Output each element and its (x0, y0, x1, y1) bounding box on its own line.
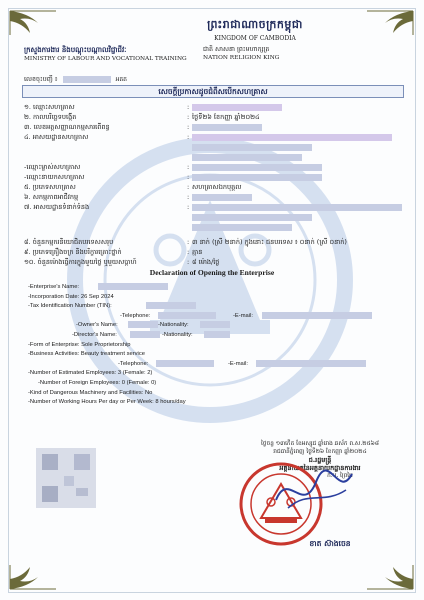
field-row (24, 247, 404, 257)
redacted-value (192, 122, 262, 132)
form-of-enterprise: -Form of Enterprise: Sole Proprietorship (28, 341, 131, 348)
telephone-label: -Telephone: (118, 360, 149, 367)
registration-number-line (24, 75, 127, 85)
motto-en: NATION RELIGION KING (203, 55, 280, 61)
redacted-registration-number (63, 76, 111, 83)
kingdom-title-km: ព្រះរាជាណាចក្រកម្ពុជា (207, 18, 303, 31)
redacted-value (192, 132, 392, 142)
field-row (24, 172, 404, 182)
field-row (28, 321, 408, 331)
field-label: ១០. ចំនួនម៉ោងធ្វើការក្នុងមួយថ្ងៃ ឬមួយសប្តាហ៍ (24, 258, 137, 266)
field-label: ៤. អាសយដ្ឋានសហគ្រាស (24, 133, 89, 141)
registration-suffix: អគត (115, 76, 127, 83)
khmer-fields (24, 102, 404, 232)
working-hours: -Number of Working Hours Per day or Per Week: 8 hours/day (28, 399, 186, 406)
corner-ornament-icon (8, 563, 58, 591)
colon-separator: : (187, 113, 190, 121)
initials: ក.ប. ព្រៃអៃ (327, 473, 353, 479)
kingdom-header (190, 18, 320, 42)
field-label: ៧. អាសយដ្ឋានទំនាក់ទំនង (24, 203, 90, 211)
redacted-qr-code (36, 448, 96, 508)
registration-label: លេខចុះបញ្ជី ៖ (24, 76, 58, 83)
issue-date: រាជធានីភ្នំពេញ ថ្ងៃទី២៦ ខែកញ្ញា ឆ្នាំ២០២៤ (273, 449, 367, 455)
field-label: ៣. លេខអត្តសញ្ញាណកម្មសារពើពន្ធ (24, 123, 110, 131)
field-row (24, 237, 404, 247)
estimated-employees: -Number of Estimated Employees: 3 (Female: 2) (28, 370, 153, 377)
colon-separator: : (187, 203, 190, 211)
nationality-label: -Nationality: (162, 331, 193, 338)
dangerous-machinery: -Kind of Dangerous Machinery and Facilities: No (28, 389, 153, 396)
field-row (28, 312, 408, 322)
corner-ornament-icon (365, 9, 415, 37)
colon-separator: : (187, 248, 190, 256)
field-value: ៣ នាក់ (ស្រី ២នាក់) ក្នុងនោះ ជនបរទេស ៖ ០នាក់ (ស្រី ០នាក់) (192, 238, 347, 246)
colon-separator: : (187, 238, 190, 246)
corner-ornament-icon (8, 9, 58, 37)
nationality-label: -Nationality: (158, 322, 189, 329)
field-label: ២. កាលបរិច្ឆេទបង្កើត (24, 113, 77, 121)
field-row (24, 222, 404, 232)
colon-separator: : (187, 163, 190, 171)
ministry-title-km: ក្រសួងការងារ និងបណ្តុះបណ្តាលវិជ្ជាជីវៈ (24, 46, 127, 54)
tin-label: -Tax Identification Number (TIN): (28, 303, 112, 310)
corner-ornament-icon (365, 563, 415, 591)
handwritten-signature-icon (268, 460, 358, 520)
redacted-value (192, 172, 322, 182)
field-label: ៨. ចំនួនកម្មករនិយោជិតបរទេសសរុប (24, 238, 114, 246)
colon-separator: : (187, 183, 190, 191)
ministry-header (24, 46, 204, 62)
ministry-title-en: MINISTRY OF LABOUR AND VOCATIONAL TRAINING (24, 56, 187, 62)
field-row (24, 102, 404, 112)
field-value: ៨ ម៉ោង/ថ្ងៃ (192, 258, 220, 266)
field-value: សហគ្រាសឯកបុគ្គល (192, 183, 242, 191)
field-row (24, 142, 404, 152)
field-label: -ឈ្មោះនាយកសហគ្រាស (24, 173, 85, 181)
redacted-value (192, 212, 312, 222)
field-label: -ឈ្មោះម្ចាស់សហគ្រាស (24, 163, 81, 171)
colon-separator: : (187, 193, 190, 201)
business-activities: -Business Activities: Beauty treatment service (28, 351, 145, 358)
redacted-value (192, 162, 322, 172)
document-title-km: សេចក្តីប្រកាសដូចជំពឹសបើកសហគ្រាស (22, 85, 404, 98)
field-row (28, 302, 408, 312)
field-value: គ្មាន (192, 248, 203, 256)
incorporation-date: -Incorporation Date: 26 Sep 2024 (28, 293, 114, 300)
field-label: ៩. ប្រភេទគ្រឿងចក្រ និងបរិក្ខារគ្រោះថ្នាក់ (24, 248, 122, 256)
colon-separator: : (187, 173, 190, 181)
kingdom-title-en: KINGDOM OF CAMBODIA (214, 35, 296, 42)
field-label: ១. ឈ្មោះសហគ្រាស (24, 103, 75, 111)
field-row (24, 192, 404, 202)
field-label: ៥. ប្រភេទសហគ្រាស (24, 183, 76, 191)
redacted-value (192, 222, 292, 232)
redacted-value (192, 202, 402, 212)
redacted-value (192, 152, 302, 162)
email-label: -E-mail: (233, 312, 253, 319)
telephone-label: -Telephone: (120, 312, 151, 319)
lunar-date: ថ្ងៃចន្ទ ១៣កើត ខែអស្សុជ ឆ្នាំរោង ឆស័ក ព.ស.២៥៦៨ (261, 441, 379, 447)
motto-km: ជាតិ សាសនា ព្រះមហាក្សត្រ (203, 46, 270, 53)
field-row (24, 212, 404, 222)
field-row (24, 182, 404, 192)
foreign-employees: -Number of Foreign Employees: 0 (Female: 0) (38, 379, 157, 386)
redacted-value (192, 192, 252, 202)
field-row (24, 162, 404, 172)
signer-name: ខាត ស៊ាងចេន (309, 539, 351, 548)
director-name-label: -Director's Name: (72, 331, 117, 338)
field-row (28, 350, 408, 360)
on-behalf-of: ជ.រដ្ឋមន្រ្តី (308, 456, 332, 464)
redacted-value (192, 102, 282, 112)
colon-separator: : (187, 133, 190, 141)
field-row (28, 389, 408, 399)
field-row (28, 341, 408, 351)
colon-separator: : (187, 103, 190, 111)
field-row (28, 360, 408, 370)
field-row (24, 202, 404, 212)
colon-separator: : (187, 123, 190, 131)
english-fields (28, 283, 408, 408)
signer-title: អគ្គនាយកនៃអគ្គនាយកដ្ឋានការងារ (279, 464, 361, 472)
email-label: -E-mail: (228, 360, 248, 367)
field-row (28, 369, 408, 379)
colon-separator: : (187, 258, 190, 266)
field-row (24, 122, 404, 132)
field-row (24, 152, 404, 162)
field-row (28, 283, 408, 293)
field-row (24, 132, 404, 142)
field-label: ៦. សកម្មភាពអាជីវកម្ម (24, 193, 79, 201)
khmer-fields-summary (24, 237, 404, 267)
motto (203, 46, 303, 61)
field-row (28, 379, 408, 389)
field-row (28, 293, 408, 303)
redacted-value (192, 142, 312, 152)
owner-name-label: -Owner's Name: (76, 322, 118, 329)
field-row (24, 112, 404, 122)
english-title: Declaration of Opening the Enterprise (149, 268, 275, 277)
field-row (24, 257, 404, 267)
field-row (28, 398, 408, 408)
field-row (28, 331, 408, 341)
enterprise-name-label: -Enterprise's Name: (28, 284, 80, 290)
field-value: ថ្ងៃទី២៦ ខែកញ្ញា ឆ្នាំ២០២៤ (192, 113, 260, 121)
